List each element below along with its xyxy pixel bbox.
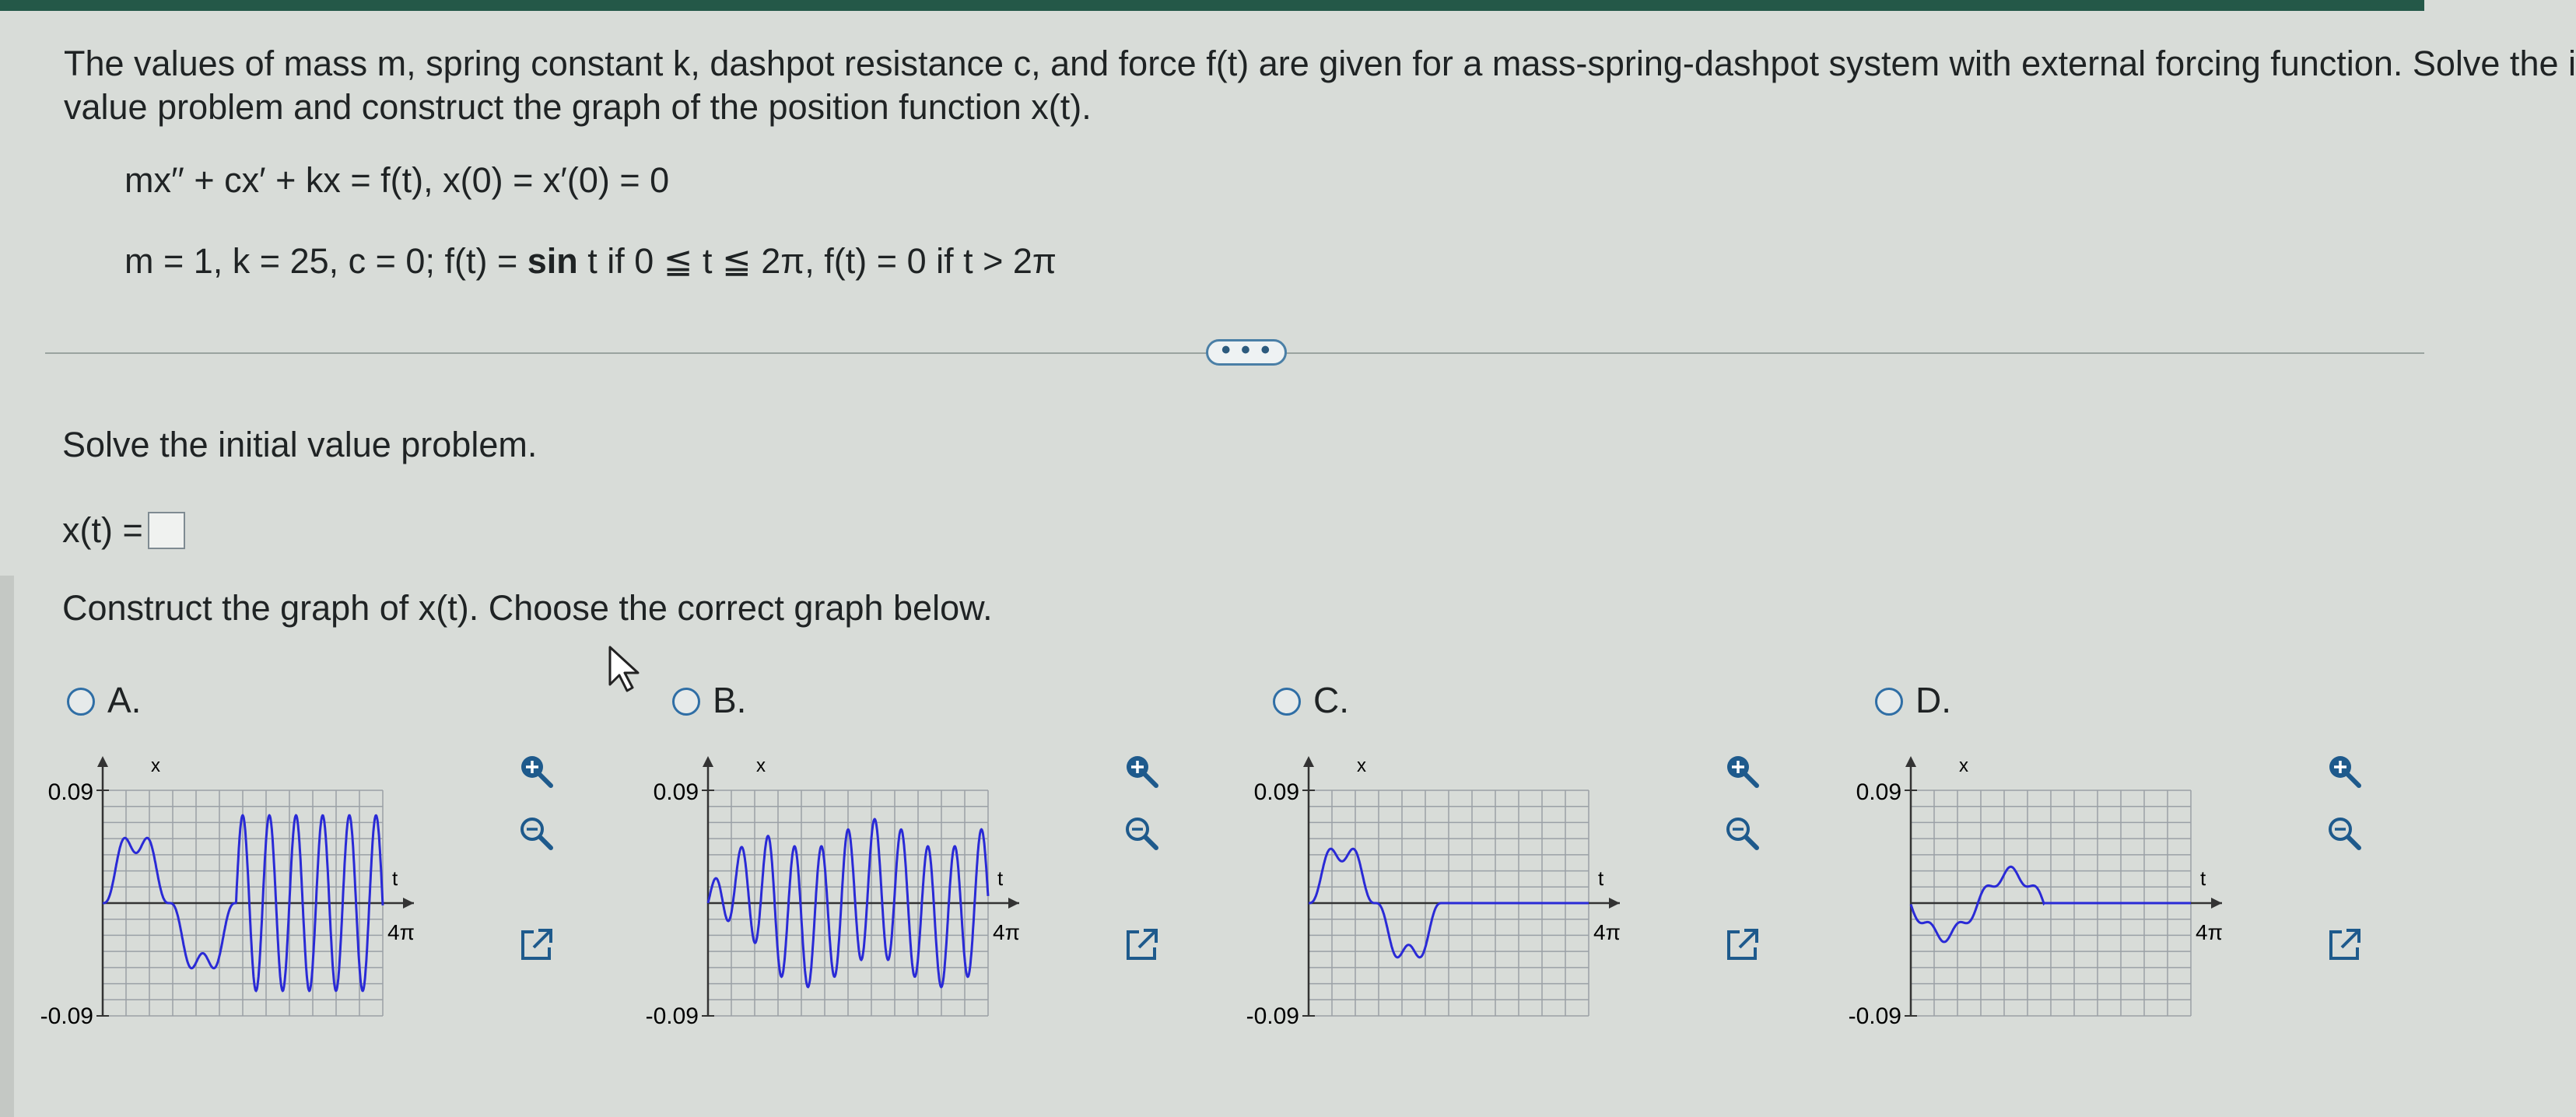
x-axis-label: t	[392, 867, 398, 890]
part1-instruction: Solve the initial value problem.	[62, 425, 538, 464]
x-tick-4pi: 4π	[1593, 920, 1621, 944]
params-prefix: m = 1, k = 25, c = 0; f(t) =	[124, 241, 527, 281]
zoom-out-icon[interactable]	[1122, 814, 1161, 853]
option-d[interactable]	[1848, 677, 2435, 1042]
option-b-radio[interactable]	[672, 688, 700, 716]
y-axis-arrow	[97, 756, 108, 767]
x-axis-label: t	[2200, 867, 2206, 890]
zoom-in-icon[interactable]	[517, 751, 556, 790]
graph-grid	[96, 756, 414, 1016]
open-new-window-icon[interactable]	[1122, 926, 1161, 965]
problem-intro-line-2: value problem and construct the graph of the position function x(t).	[64, 87, 1092, 127]
answer-label: x(t) =	[62, 510, 143, 550]
answer-input-box[interactable]	[148, 512, 185, 549]
x-axis-arrow	[2211, 898, 2222, 909]
zoom-in-icon[interactable]	[1723, 751, 1761, 790]
option-b[interactable]	[645, 677, 1232, 1042]
option-d-radio[interactable]	[1875, 688, 1903, 716]
graph-grid	[1302, 756, 1620, 1016]
option-b-graph	[645, 747, 1108, 1042]
y-axis-label: x	[1959, 755, 1968, 776]
option-a[interactable]	[40, 677, 627, 1042]
option-c[interactable]	[1246, 677, 1833, 1042]
system-parameters	[124, 241, 1057, 282]
option-a-radio[interactable]	[67, 688, 95, 716]
zoom-out-icon[interactable]	[2325, 814, 2364, 853]
option-b-label: B.	[713, 680, 747, 720]
x-tick-4pi: 4π	[2196, 920, 2223, 944]
option-d-graph	[1848, 747, 2311, 1042]
x-tick-4pi: 4π	[993, 920, 1020, 944]
x-axis-label: t	[997, 867, 1004, 890]
open-new-window-icon[interactable]	[1723, 926, 1761, 965]
x-tick-4pi: 4π	[387, 920, 415, 944]
y-min-label: -0.09	[40, 1003, 93, 1029]
zoom-in-icon[interactable]	[2325, 751, 2364, 790]
option-a-label: A.	[107, 680, 142, 720]
y-max-label: 0.09	[1856, 779, 1901, 805]
y-min-label: -0.09	[645, 1003, 699, 1029]
params-sin: sin	[527, 241, 578, 281]
open-new-window-icon[interactable]	[2325, 926, 2364, 965]
differential-equation: mx′′ + cx′ + kx = f(t), x(0) = x′(0) = 0	[124, 160, 670, 200]
expand-more-button[interactable]: • • •	[1206, 339, 1287, 366]
y-axis-label: x	[756, 755, 766, 776]
y-max-label: 0.09	[1253, 779, 1299, 805]
problem-intro-line-1: The values of mass m, spring constant k, dashpot resistance c, and force f(t) are given for a mass-spring-dashpot system with external forcing function. Solve the i	[64, 44, 2576, 83]
part2-instruction: Construct the graph of x(t). Choose the correct graph below.	[62, 588, 993, 628]
y-min-label: -0.09	[1848, 1003, 1901, 1029]
x-axis-label: t	[1598, 867, 1604, 890]
zoom-out-icon[interactable]	[1723, 814, 1761, 853]
y-axis-arrow	[1905, 756, 1916, 767]
top-header-bar	[0, 0, 2424, 11]
y-axis-label: x	[151, 755, 160, 776]
y-max-label: 0.09	[47, 779, 93, 805]
x-axis-arrow	[403, 898, 414, 909]
option-c-radio[interactable]	[1273, 688, 1301, 716]
y-min-label: -0.09	[1246, 1003, 1299, 1029]
option-a-graph	[40, 747, 503, 1042]
params-suffix: t if 0 ≦ t ≦ 2π, f(t) = 0 if t > 2π	[577, 241, 1057, 281]
option-c-graph	[1246, 747, 1709, 1042]
zoom-out-icon[interactable]	[517, 814, 556, 853]
left-edge-strip	[0, 576, 14, 1117]
option-d-label: D.	[1915, 680, 1951, 720]
graph-grid	[1905, 756, 2222, 1016]
option-c-label: C.	[1313, 680, 1349, 720]
y-max-label: 0.09	[653, 779, 699, 805]
y-axis-arrow	[1303, 756, 1314, 767]
zoom-in-icon[interactable]	[1122, 751, 1161, 790]
y-axis-arrow	[703, 756, 713, 767]
x-axis-arrow	[1609, 898, 1620, 909]
y-axis-label: x	[1357, 755, 1366, 776]
open-new-window-icon[interactable]	[517, 926, 556, 965]
graph-grid	[702, 756, 1019, 1016]
x-axis-arrow	[1008, 898, 1019, 909]
